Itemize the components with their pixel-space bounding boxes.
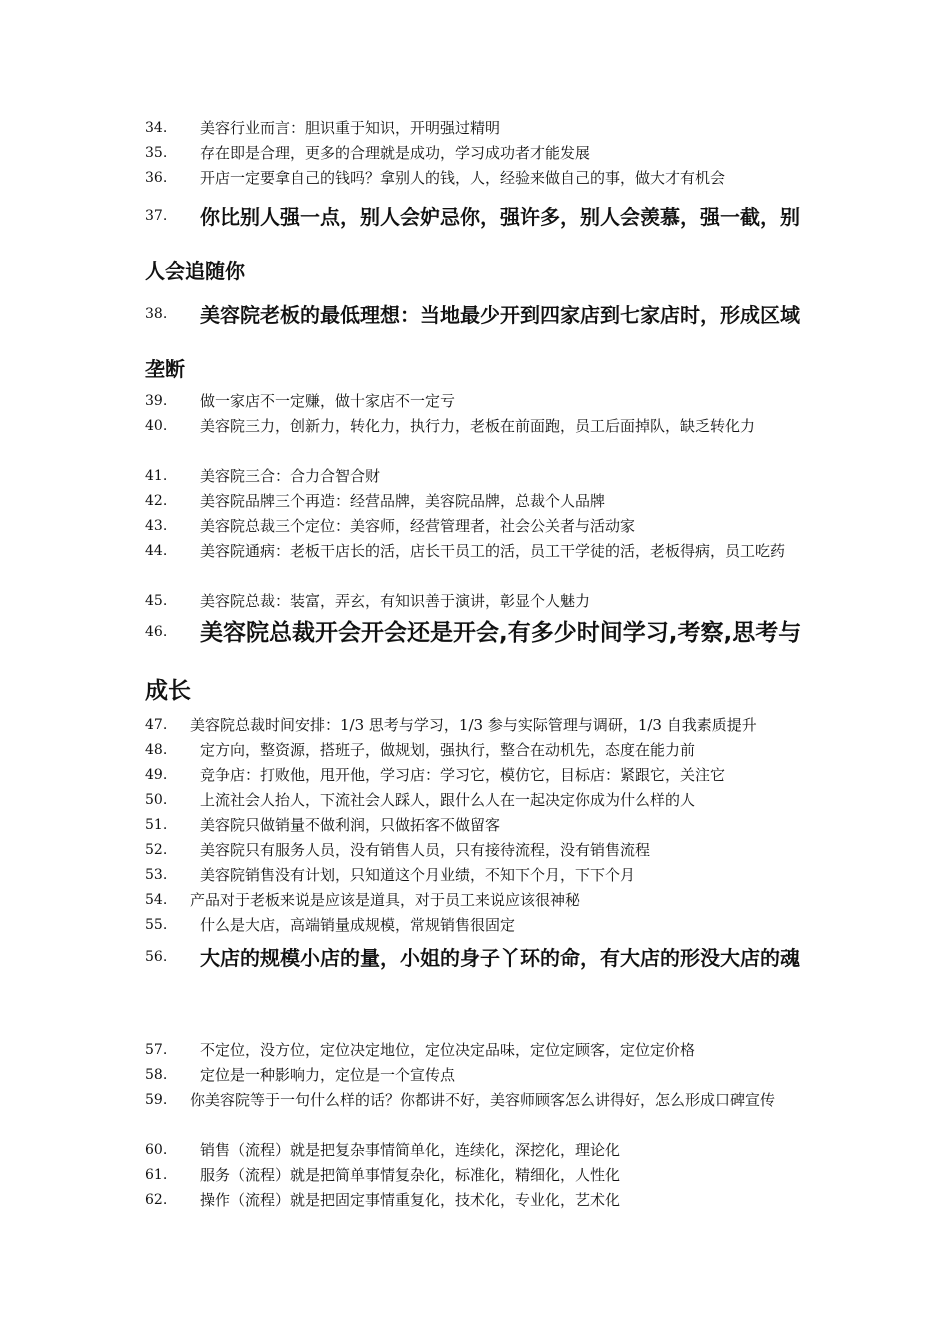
item-text: 美容院老板的最低理想：当地最少开到四家店到七家店时，形成区域垄断 [145,303,800,381]
list-item [145,489,809,514]
list-item [145,389,809,414]
item-number: 53. [145,867,168,883]
item-number: 55. [145,917,168,933]
list-item [145,1038,809,1063]
list-item [145,166,809,191]
item-number: 42. [145,493,168,509]
item-text: 美容院三合：合力合智合财 [200,467,381,485]
list-item [145,931,809,985]
item-text: 做一家店不一定赚，做十家店不一定亏 [200,392,456,410]
item-number: 44. [145,543,168,559]
list-item [145,116,809,141]
item-number: 61. [145,1167,168,1183]
item-text: 上流社会人抬人，下流社会人踩人，跟什么人在一起决定你成为什么样的人 [200,791,696,809]
item-text: 你比别人强一点，别人会妒忌你，强许多，别人会羡慕，强一截，别人会追随你 [145,205,800,283]
item-text: 定位是一种影响力，定位是一个宣传点 [200,1066,456,1084]
item-number: 60. [145,1142,168,1158]
item-text: 美容行业而言：胆识重于知识，开明强过精明 [200,119,501,137]
list-item [145,539,809,564]
item-text: 你美容院等于一句什么样的话？你都讲不好，美容师顾客怎么讲得好，怎么形成口碑宣传 [190,1091,776,1109]
list-item [145,838,809,863]
item-number: 59. [145,1092,168,1108]
item-text: 什么是大店，高端销量成规模，常规销售很固定 [200,916,516,934]
item-number: 46. [145,624,168,640]
list-item [145,1063,809,1088]
item-number: 50. [145,792,168,808]
item-number: 35. [145,145,168,161]
item-number: 57. [145,1042,168,1058]
item-text: 美容院通病：老板干店长的活，店长干员工的活，员工干学徒的活，老板得病，员工吃药 [200,542,786,560]
list-item [145,813,809,838]
item-number: 56. [145,949,168,965]
list-item [145,141,809,166]
item-text: 美容院只做销量不做利润，只做拓客不做留客 [200,816,501,834]
list-item [145,888,809,913]
item-text: 服务（流程）就是把简单事情复杂化，标准化，精细化，人性化 [200,1166,621,1184]
list-item [145,1138,809,1163]
item-text: 美容院总裁时间安排：1/3 思考与学习，1/3 参与实际管理与调研，1/3 自我素质提升 [190,716,757,734]
item-text: 开店一定要拿自己的钱吗？拿别人的钱，人，经验来做自己的事，做大才有机会 [200,169,726,187]
item-number: 49. [145,767,168,783]
item-text: 美容院总裁三个定位：美容师，经营管理者，社会公关者与活动家 [200,517,636,535]
item-number: 40. [145,418,168,434]
item-number: 39. [145,393,168,409]
list-item [145,604,809,720]
list-item [145,1088,809,1113]
item-number: 58. [145,1067,168,1083]
list-item [145,514,809,539]
item-text: 大店的规模小店的量，小姐的身子丫环的命，有大店的形没大店的魂 [200,946,800,970]
item-text: 美容院总裁：装富，弄玄，有知识善于演讲，彰显个人魅力 [200,592,591,610]
item-text: 竞争店：打败他，甩开他，学习店：学习它，模仿它，目标店：紧跟它，关注它 [200,766,726,784]
item-text: 定方向，整资源，搭班子，做规划，强执行，整合在动机先，态度在能力前 [200,741,696,759]
list-item [145,763,809,788]
item-text: 美容院只有服务人员，没有销售人员，只有接待流程，没有销售流程 [200,841,651,859]
list-item [145,1163,809,1188]
item-number: 45. [145,593,168,609]
item-text: 销售（流程）就是把复杂事情简单化，连续化，深挖化，理论化 [200,1141,621,1159]
list-item [145,1188,809,1213]
list-item [145,414,809,439]
item-number: 47. [145,717,168,733]
item-number: 37. [145,208,168,224]
item-number: 54. [145,892,168,908]
item-number: 41. [145,468,168,484]
list-item [145,863,809,888]
item-number: 62. [145,1192,168,1208]
item-text: 美容院销售没有计划，只知道这个月业绩，不知下个月，下下个月 [200,866,636,884]
list-item [145,464,809,489]
list-item [145,788,809,813]
list-item [145,288,809,396]
item-text: 美容院三力，创新力，转化力，执行力，老板在前面跑，员工后面掉队，缺乏转化力 [200,417,756,435]
item-text: 操作（流程）就是把固定事情重复化，技术化，专业化，艺术化 [200,1191,621,1209]
list-item [145,713,809,738]
item-text: 产品对于老板来说是应该是道具，对于员工来说应该很神秘 [190,891,581,909]
item-number: 43. [145,518,168,534]
item-number: 52. [145,842,168,858]
item-text: 存在即是合理，更多的合理就是成功，学习成功者才能发展 [200,144,591,162]
item-text: 美容院品牌三个再造：经营品牌，美容院品牌，总裁个人品牌 [200,492,606,510]
item-number: 36. [145,170,168,186]
item-number: 34. [145,120,168,136]
item-number: 48. [145,742,168,758]
list-item [145,190,809,298]
item-text: 美容院总裁开会开会还是开会,有多少时间学习,考察,思考与成长 [145,620,802,704]
list-item [145,738,809,763]
item-text: 不定位，没方位，定位决定地位，定位决定品味，定位定顾客，定位定价格 [200,1041,696,1059]
item-number: 38. [145,306,168,322]
item-number: 51. [145,817,168,833]
